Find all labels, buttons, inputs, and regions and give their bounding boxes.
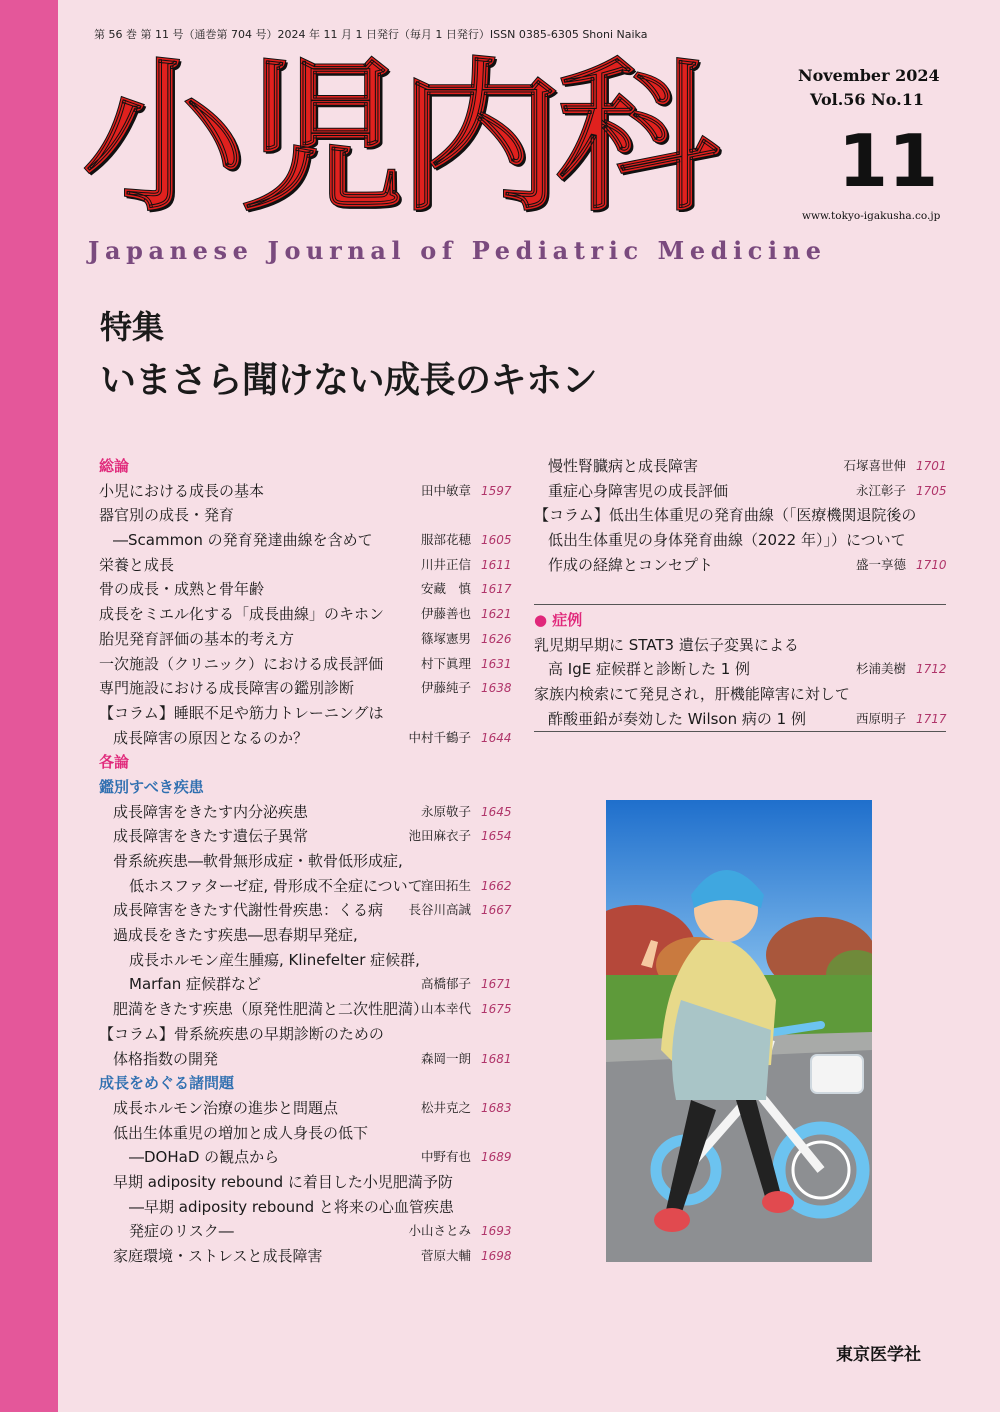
toc-entry [99,898,511,923]
toc-entry [534,528,946,553]
toc-entry-page: 1626 [481,631,512,646]
toc-entry-author: 小山さとみ [408,1223,471,1239]
toc-entry-author: 松井克之 [420,1099,471,1115]
toc-entry-page: 1705 [916,483,947,498]
toc-entry [534,633,946,658]
toc-entry-title: ―DOHaD の観点から [129,1148,280,1167]
toc-entry [534,454,946,479]
toc-entry [99,824,511,849]
heading-text: 鑑別すべき疾患 [99,777,204,796]
issue-number: 11 [838,119,939,203]
toc-entry [99,1244,511,1269]
toc-entry-title: 【コラム】睡眠不足や筋力トレーニングは [99,703,384,722]
issue-month: November 2024 [798,66,940,85]
toc-entry [534,553,946,578]
toc-entry [99,1145,511,1170]
toc-entry-title: 骨系統疾患―軟骨無形成症・軟骨低形成症, [113,852,403,870]
toc-entry-page: 1693 [481,1224,512,1239]
toc-entry-page: 1631 [481,656,512,671]
heading-text: ● 症例 [534,611,583,629]
heading-text: 各論 [99,753,130,772]
toc-entry [99,652,511,677]
publisher-name: 東京医学社 [836,1345,921,1365]
divider-bottom [534,731,946,732]
toc-entry [99,972,511,997]
toc-section-heading [99,750,511,775]
toc-entry [534,479,946,504]
toc-entry-page: 1662 [481,878,512,893]
toc-entry-page: 1710 [916,557,947,572]
toc-entry-page: 1671 [481,977,512,992]
toc-entry-author: 伊藤善也 [420,606,471,622]
publication-info-line: 第 56 巻 第 11 号（通巻第 704 号）2024 年 11 月 1 日発行（毎月 1 日発行）ISSN 0385-6305 Shoni Naika [94,28,648,41]
toc-right-column [534,454,946,577]
toc-entry-title: 小児における成長の基本 [99,481,265,500]
toc-entry-author: 中野有也 [420,1149,471,1165]
toc-entry [99,874,511,899]
toc-entry-page: 1654 [481,829,512,844]
toc-entry-title: 発症のリスク― [129,1222,234,1241]
toc-entry-title: 乳児期早期に STAT3 遺伝子変異による [534,635,799,654]
toc-entry-title: ―Scammon の発育発達曲線を含めて [113,531,373,550]
toc-left-column [99,454,511,1269]
toc-entry [534,707,946,732]
toc-entry-author: 川井正信 [420,556,471,572]
toc-entry-page: 1638 [481,681,512,696]
toc-section-heading [99,454,511,479]
toc-entry-author: 山本幸代 [420,1001,471,1017]
journal-subtitle: Japanese Journal of Pediatric Medicine [88,236,827,265]
toc-entry-page: 1621 [481,607,512,622]
toc-entry [99,1047,511,1072]
toc-entry-page: 1617 [481,582,512,597]
toc-entry-author: 菅原大輔 [420,1248,471,1263]
toc-entry [99,577,511,602]
toc-entry [99,800,511,825]
toc-entry-author: 高橋郁子 [420,976,471,992]
toc-entry [99,676,511,701]
heading-text: 総論 [99,457,130,475]
toc-entry-author: 長谷川高誠 [408,902,471,918]
issue-volume: Vol.56 No.11 [810,90,924,109]
toc-entry-title: 【コラム】低出生体重児の発育曲線（「医療機関退院後の [534,506,917,525]
toc-entry-title: 成長障害をきたす遺伝子異常 [113,827,309,846]
toc-entry-title: Marfan 症候群など [129,975,262,994]
toc-entry [99,948,511,973]
toc-entry-author: 永原敬子 [420,803,471,819]
toc-entry [99,602,511,627]
toc-entry-title: 肥満をきたす疾患（原発性肥満と二次性肥満） [113,1000,429,1019]
toc-entry [99,503,511,528]
toc-entry-author: 杉浦美樹 [855,661,906,677]
feature-label: 特集 [100,308,165,346]
toc-entry-title: 一次施設（クリニック）における成長評価 [99,654,384,673]
toc-entry [99,1170,511,1195]
toc-subsection-heading [99,775,511,800]
toc-entry-author: 田中敏章 [420,482,471,498]
toc-entry-page: 1667 [481,903,512,918]
toc-entry-title: 早期 adiposity rebound に着目した小児肥満予防 [113,1172,453,1191]
toc-entry-page: 1597 [481,483,512,498]
toc-entry-page: 1683 [481,1100,512,1115]
toc-entry-author: 窪田拓生 [420,877,471,893]
toc-entry-title: 成長をミエル化する「成長曲線」のキホン [99,605,385,624]
divider-top [534,604,946,605]
toc-entry-title: 慢性腎臓病と成長障害 [548,457,699,475]
toc-entry-author: 中村千鶴子 [408,729,471,745]
toc-entry [99,1096,511,1121]
toc-entry-title: 成長ホルモン産生腫瘍, Klinefelter 症候群, [129,950,420,969]
toc-entry-author: 森岡一朗 [420,1050,471,1066]
toc-entry-page: 1712 [916,662,947,677]
toc-entry [99,849,511,874]
toc-entry-title: 過成長をきたす疾患―思春期早発症, [113,926,358,945]
toc-entry-title: 体格指数の開発 [113,1049,219,1068]
toc-entry-author: 池田麻衣子 [408,828,471,844]
toc-entry [534,682,946,707]
toc-entry [534,503,946,528]
toc-entry-page: 1701 [916,459,947,473]
toc-entry-page: 1689 [481,1150,512,1165]
toc-entry [99,627,511,652]
toc-entry-title: 酢酸亜鉛が奏効した Wilson 病の 1 例 [548,709,806,728]
toc-entry-page: 1611 [481,557,512,572]
toc-entry [99,528,511,553]
toc-entry-title: ―早期 adiposity rebound と将来の心血管疾患 [129,1197,454,1216]
toc-entry-author: 盛一享德 [855,556,906,572]
toc-entry-author: 安藏 慎 [420,581,471,597]
toc-entry [99,1022,511,1047]
toc-entry [99,479,511,504]
case-reports-heading [534,608,946,633]
toc-entry-title: 家族内検索にて発見され，肝機能障害に対して [534,685,850,704]
toc-entry-title: 家庭環境・ストレスと成長障害 [113,1247,323,1265]
toc-entry-title: 成長障害の原因となるのか？ [113,728,309,747]
toc-subsection-heading [99,1071,511,1096]
toc-entry-title: 作成の経緯とコンセプト [548,555,714,574]
toc-entry [99,997,511,1022]
toc-entry [99,1219,511,1244]
toc-entry-page: 1645 [481,804,512,819]
publisher-url: www.tokyo-igakusha.co.jp [802,210,941,222]
toc-entry-page: 1717 [916,711,947,726]
toc-entry-author: 服部花穂 [420,532,471,548]
left-color-band [0,0,58,1412]
toc-entry [99,553,511,578]
heading-text: 成長をめぐる諸問題 [99,1074,235,1093]
toc-entry-title: 高 IgE 症候群と診断した 1 例 [548,660,751,679]
toc-entry-page: 1605 [481,533,512,548]
toc-entry-title: 骨の成長・成熟と骨年齢 [99,580,265,599]
toc-entry [99,726,511,751]
case-reports [534,608,946,731]
toc-entry-author: 篠塚憲男 [420,630,471,646]
toc-entry-author: 伊藤純子 [420,680,471,696]
toc-entry-author: 村下眞理 [420,655,471,671]
toc-entry-title: 成長ホルモン治療の進歩と問題点 [113,1098,339,1117]
toc-entry-title: 成長障害をきたす代謝性骨疾患：くる病 [113,901,384,920]
journal-title: 小児内科 [82,43,715,234]
toc-entry-page: 1698 [481,1249,512,1263]
toc-entry-title: 成長障害をきたす内分泌疾患 [113,802,309,821]
toc-entry-page: 1681 [481,1051,512,1066]
toc-entry-title: 栄養と成長 [99,555,175,574]
toc-entry-title: 胎児発育評価の基本的考え方 [99,629,295,648]
toc-entry-author: 西原明子 [855,710,906,726]
toc-entry-author: 石塚喜世伸 [843,458,906,473]
toc-entry-title: 低出生体重児の身体発育曲線（2022 年）」）について [548,531,906,550]
toc-entry-title: 専門施設における成長障害の鑑別診断 [99,679,355,698]
feature-title: いまさら聞けない成長のキホン [100,360,598,401]
cover-photo-child-on-balance-bike [606,800,872,1262]
toc-entry [99,1121,511,1146]
toc-entry-title: 低出生体重児の増加と成人身長の低下 [113,1123,369,1142]
toc-entry-page: 1644 [481,730,512,745]
toc-entry [99,1195,511,1220]
toc-entry-title: 器官別の成長・発育 [99,506,235,525]
toc-entry-author: 永江彰子 [855,482,906,498]
toc-entry [99,923,511,948]
toc-entry-page: 1675 [481,1002,512,1017]
toc-entry-title: 重症心身障害児の成長評価 [548,481,729,500]
toc-entry-title: 【コラム】骨系統疾患の早期診断のための [99,1024,384,1043]
toc-entry [99,701,511,726]
toc-entry-title: 低ホスファターゼ症, 骨形成不全症について [129,876,423,895]
toc-entry [534,657,946,682]
